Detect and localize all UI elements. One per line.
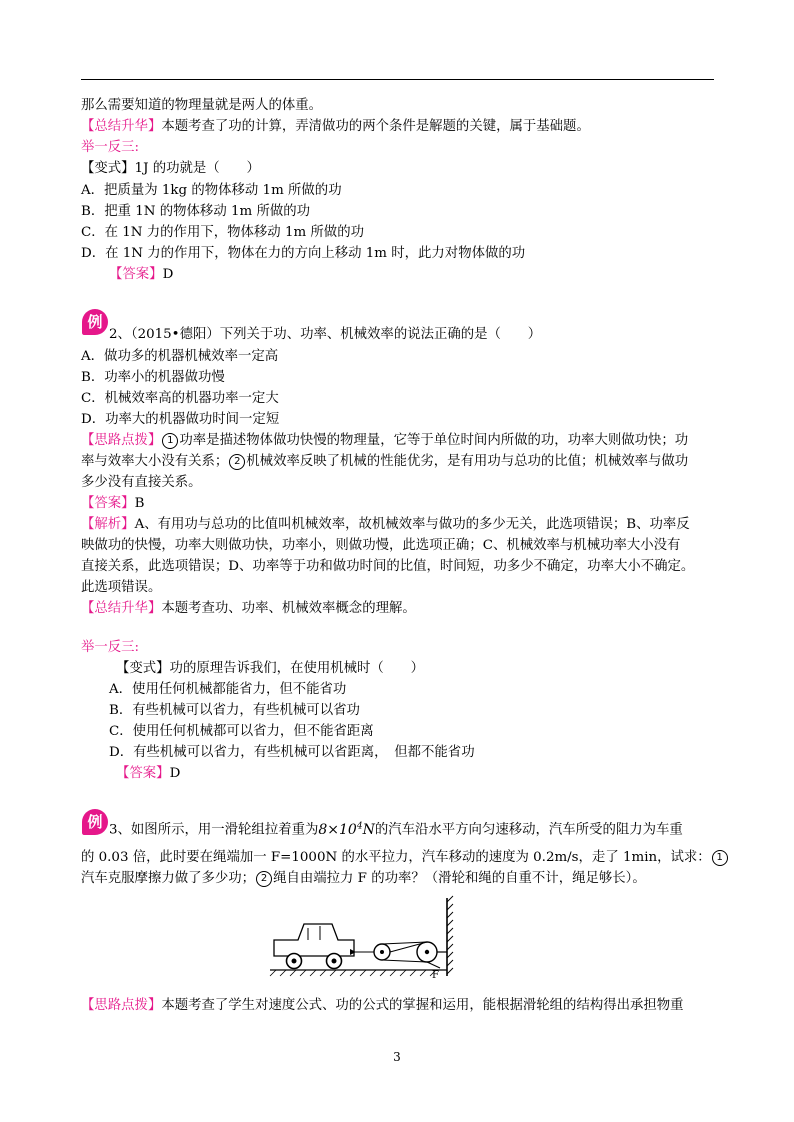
circled-number: 1 [712,850,728,866]
hint-line: 【思路点拨】本题考查了学生对速度公式、功的公式的掌握和运用，能根据滑轮组的结构得出承担物重 [81,998,684,1013]
summary-line: 【总结升华】本题考查功、功率、机械效率概念的理解。 [81,601,416,616]
answer-tag: 【答案】 [116,766,170,781]
analysis-line: 【解析】A、有用功与总功的比值叫机械效率，故机械效率与做功的多少无关，此选项错误；B、功率反 [81,517,690,532]
example-badge-icon: 例 [82,309,108,335]
analysis-line: 映做功的快慢，功率大则做功快，功率小，则做功慢，此选项正确；C、机械效率与机械功率大小没有 [81,538,681,553]
pulley-car-figure [262,894,462,984]
scientific-number: $8\times 10^4N$ [318,821,375,838]
circled-number: 2 [229,454,245,470]
answer-line: 【答案】D [109,267,174,282]
summary-line: 【总结升华】本题考查了功的计算，弄清做功的两个条件是解题的关键，属于基础题。 [81,119,590,134]
analysis-tag: 【解析】 [81,517,135,532]
circled-number: 2 [256,871,272,887]
page-number: 3 [393,1050,401,1064]
example-3-line: 汽车克服摩擦力做了多少功； 2 绳自由端拉力 F 的功率？（滑轮和绳的自重不计，绳足够长）。 [81,871,646,886]
option-c: C．在 1N 力的作用下，物体移动 1m 所做的功 [81,225,364,240]
answer-line: 【答案】D [116,766,181,781]
answer-tag: 【答案】 [81,496,135,511]
hint-tag: 【思路点拨】 [81,433,162,448]
hint-line: 【思路点拨】 1 功率是描述物体做功快慢的物理量，它等于单位时间内所做的功，功率大则做功快；功 [81,433,689,448]
force-label: F [432,970,439,981]
hint-tag: 【思路点拨】 [81,998,162,1013]
option-d: D．在 1N 力的作用下，物体在力的方向上移动 1m 时，此力对物体做的功 [81,246,526,261]
analysis-line: 直接关系，此选项错误；D、功率等于功和做功时间的比值，时间短，功多少不确定，功率大小不确定。 [81,559,695,574]
variant-question: 【变式】功的原理告诉我们，在使用机械时（ ） [116,661,424,676]
hint-line: 多少没有直接关系。 [81,475,202,490]
practice-heading: 举一反三: [81,640,140,655]
option-b: B．功率小的机器做功慢 [81,370,225,385]
option-a: A．把质量为 1kg 的物体移动 1m 所做的功 [81,183,342,198]
practice-heading: 举一反三: [81,140,140,155]
summary-tag: 【总结升华】 [81,119,162,134]
summary-tag: 【总结升华】 [81,601,162,616]
option-d: D．有些机械可以省力，有些机械可以省距离， 但都不能省功 [109,745,475,760]
text-line: 那么需要知道的物理量就是两人的体重。 [81,98,323,113]
analysis-line: 此选项错误。 [81,580,162,595]
circled-number: 1 [162,433,178,449]
example-3-question: 3、如图所示，用一滑轮组拉着重为$8\times 10^4N$的汽车沿水平方向匀速移动，汽车所受的阻力为车重 [109,821,683,838]
option-a: A．使用任何机械都能省力，但不能省功 [109,682,347,697]
option-d: D．功率大的机器做功时间一定短 [81,412,280,427]
option-c: C．机械效率高的机器功率一定大 [81,391,279,406]
example-badge-icon: 例 [82,809,108,835]
option-b: B．把重 1N 的物体移动 1m 所做的功 [81,204,311,219]
answer-line: 【答案】B [81,496,145,511]
variant-question: 【变式】1J 的功就是（ ） [81,161,260,176]
option-b: B．有些机械可以省力，有些机械可以省功 [109,703,360,718]
option-c: C．使用任何机械都可以省力，但不能省距离 [109,724,374,739]
answer-tag: 【答案】 [109,267,163,282]
option-a: A．做功多的机器机械效率一定高 [81,349,279,364]
example-3-line: 的 0.03 倍，此时要在绳端加一 F=1000N 的水平拉力，汽车移动的速度为 0.2m/s，走了 1min，试求： 1 [81,848,729,868]
example-2-question: 2、（2015•德阳）下列关于功、功率、机械效率的说法正确的是（ ） [109,327,542,342]
hint-line: 率与效率大小没有关系； 2 机械效率反映了机械的性能优劣，是有用功与总功的比值；机械效率与做功 [81,454,689,469]
header-rule [81,79,714,80]
